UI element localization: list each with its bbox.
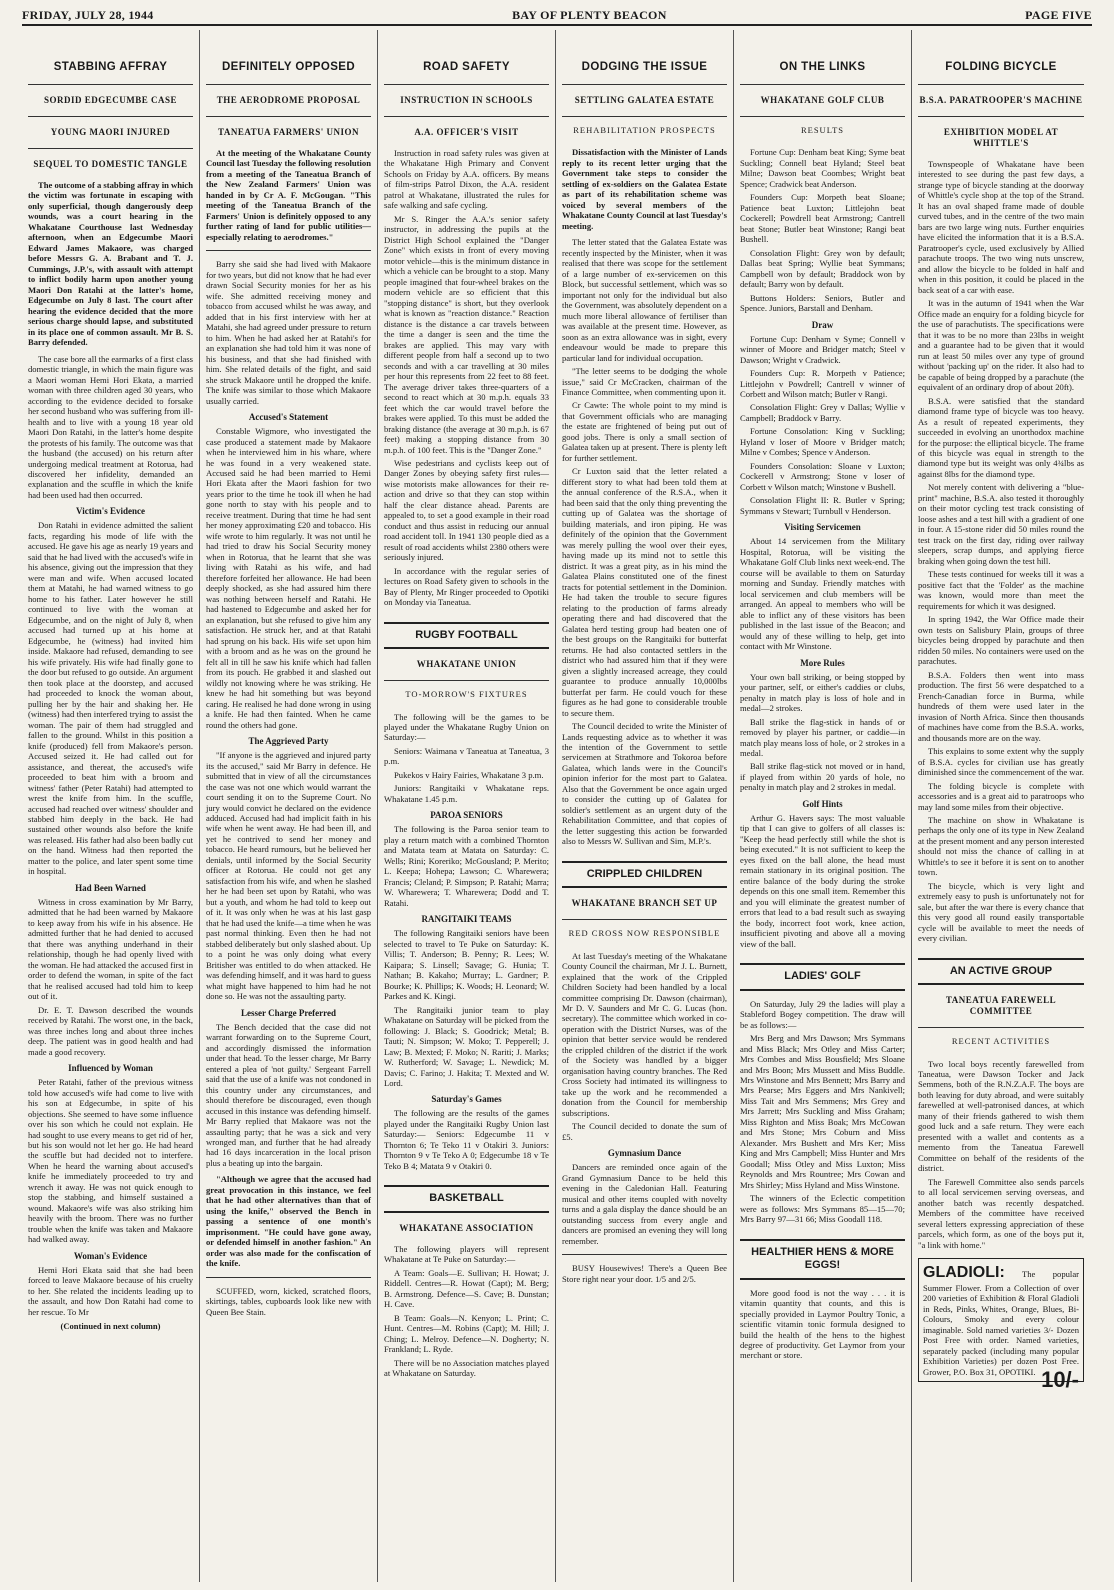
- paragraph: Ball strike the flag-stick in hands of or removed by player his partner, or caddie—in match play means loss of hole, or 2 strokes in a medal.: [740, 716, 905, 758]
- subhead: TANEATUA FARMERS' UNION: [206, 116, 371, 138]
- paragraph: The following will be the games to be played under the Whakatane Rugby Union on Saturday:—: [384, 711, 549, 743]
- paragraph: Mrs Berg and Mrs Dawson; Mrs Symmans and Miss Black; Mrs Otley and Miss Carter; Mrs Combes and Miss Bousfield; Mrs Sloane and Mrs Boon; Mrs Mussett and Miss Buddle. Mrs Winstone and Mrs Bennett; Mrs Barry and Mrs Pearse; Mrs Eggers and Mrs Nankivell; Miss Tait and Mrs Semmens; Mrs Grey and Mrs Jarrett; Mrs Suckling and Miss Graham; Miss Righton and Miss Boak; Mrs McCowan and Mrs Stone; Mrs Coburn and Miss Alexander. Mrs Bushett and Mrs Ker; Miss King and Mrs Campbell; Miss Hunter and Mrs Goodall; Miss Otley and Miss Luxton; Miss Reynolds and Mrs Rountree; Mrs Cowan and Mrs Shirley; Miss Hyland and Miss Winstone.: [740, 1033, 905, 1190]
- advertisement-queen-bee-store: BUSY Housewives! There's a Queen Bee Store right near your door. 1/5 and 2/5.: [562, 1263, 727, 1284]
- headline-crippled-children: CRIPPLED CHILDREN: [562, 861, 727, 888]
- paragraph: Don Ratahi in evidence admitted the salient facts, regarding his mode of life with the accused. He gave his age as nearly 19 years and said that he had lived with the accused's wife in his absence, giving out the impression that they were man and wife. When accused located them at Matahi, he had warned witness to go home to his father. Later however he still continued to live with the woman at Edgecumbe, and on the night of July 8, when accused had turned up at his home at Edgecumbe, he (witness) had invited him inside. Makaore had refused, demanding to see his wife privately. His wife had finally gone to the door but refused to go outside. An argument then took place at the doorstep, and accused had proceeded to knock the woman about, pulling her by the hair and shaking her. He (witness) had then interfered trying to assist the woman. The pair of them had struggled and fallen to the ground. Whilst in this position a knife (produced) fell from Makaore's person. Accused seized it. He had called out for assistance, and thereat, the accused's wife proceeded to beat him with a broom and witness' father (Peter Ratahi) had attempted to wrest the knife from him. In the scuffle, accused had reached over witness' shoulder and stabbed him deeply in the back. He had sustained other wounds also before the knife was released. His father had also been badly cut on the hand. Witness had then reported the matter to the police, and later spent some time in hospital.: [28, 520, 193, 877]
- paragraph: B.S.A. Folders then went into mass production. The first 56 were despatched to a French-Canadian force in Burma, while hundreds of them were used later in the invasion of North Africa. Since then thousands of machines have come from the B.S.A. works, and thousands more are on the way.: [918, 669, 1084, 743]
- paragraph: Founders Cup: R. Morpeth v Patience; Littlejohn v Powdrell; Cantrell v winner of Corbett and Wilson match; Butler v Rangi.: [740, 368, 905, 399]
- paragraph: Instruction in road safety rules was given at the Whakatane High Primary and Convent Schools on Friday by A.A. officers. By means of film-strips Patrol Dixon, the A.A. resident patrol at Whakatane, illustrated the rules for safe walking and safe cycling.: [384, 147, 549, 211]
- headline-rugby-football: RUGBY FOOTBALL: [384, 622, 549, 649]
- section-heading: Visiting Servicemen: [784, 522, 861, 533]
- paragraph: Consolation Flight: Grey v Dallas; Wyllie v Campbell; Braddock v Barry.: [740, 402, 905, 423]
- paragraph: The folding bicycle is complete with accessories and is a great aid to paratroops who may land some miles from their objective.: [918, 780, 1084, 812]
- divider: [562, 1254, 727, 1255]
- subhead: WHAKATANE GOLF CLUB: [740, 84, 905, 106]
- lead-paragraph: Dissatisfaction with the Minister of Lands reply to its recent letter urging that the Government take steps to consider the settling of ex-soldiers on the Galatea Estate as part of its rehabilitation scheme was voiced by several members of the Whakatane County Council at last Tuesday's meeting.: [562, 147, 727, 231]
- headline-road-safety: ROAD SAFETY: [423, 61, 510, 73]
- subhead: INSTRUCTION IN SCHOOLS: [384, 84, 549, 106]
- paragraph: The Rangitaiki junior team to play Whakatane on Saturday will be picked from the following: J. Black; S. Goodrick; Metal; B. Tauti; N. Simpson; W. Moko; T. Pepperell; J. Law; B. Mexted; F. Moko; N. Rariti; J. Marks; W. Rutherford; W. Savage; L. Newdick; M. Davis; C. Farino; J. Hakita; T. Mexted and W. Lord.: [384, 1004, 549, 1088]
- subhead: TO-MORROW'S FIXTURES: [384, 680, 549, 699]
- headline-stabbing-affray: STABBING AFFRAY: [53, 61, 168, 73]
- subhead: SEQUEL TO DOMESTIC TANGLE: [28, 148, 193, 170]
- paragraph: The Bench decided that the case did not warrant forwarding on to the Supreme Court, and accordingly dismissed the information under that head. To the lesser charge, Mr Barry entered a plea of 'not guilty.' Sergeant Farrell said that the use of a knife was not condoned in this country under any circumstances, and should therefore be discouraged, even though accused in this instance was defending himself. Mr Barry replied that Makaore was not the assaulting party; that he was a sick and very wronged man, and further that he had already had 16 days incarceration in the local prison plus a beating up into the bargain.: [206, 1021, 371, 1168]
- column-4: [556, 30, 734, 1582]
- headline-dodging-the-issue: DODGING THE ISSUE: [581, 61, 708, 73]
- paragraph: Arthur G. Havers says: The most valuable tip that I can give to golfers of all classes is: "Keep the head perfectly still while the shot is being executed." It is not sufficient to keep the eyes fixed on the ball alone, the head must remain stationary in its original position. The entire balance of the body during the stroke depends on this one small item. Remember this and you will eliminate the greatest number of errors that lead to a bad result such as swaying the body, incorrect foot work, knee action, insufficient pivoting and above all a moving view of the ball.: [740, 812, 905, 949]
- subhead: EXHIBITION MODEL AT WHITTLE'S: [918, 116, 1084, 149]
- paragraph: The Council decided to write the Minister of Lands requesting advice as to whether it was the intention of the Government to settle servicemen at Strathmore and Tokoroa before Galatea, which lands were in the Council's opinion inferior for the most part to Galatea. Also that the Government be once again urged to consider the cutting up of Galatea for soldier's settlement as an urgent duty of the Rehabilitation Committee, and that copies of the letter suggesting this action be forwarded also to Messrs W. Sullivan and Sim, M.P.'s.: [562, 721, 727, 847]
- subhead: YOUNG MAORI INJURED: [28, 116, 193, 138]
- paragraph: Your own ball striking, or being stopped by your partner, self, or either's caddies or clubs, penalty in match play is loss of hole and in medal—2 strokes.: [740, 671, 905, 714]
- paragraph: The following is the Paroa senior team to play a return match with a combined Thornton and Matata team at Matata on Saturday: C. Wells; Rini; Koreriko; McGousland; P. Merito; L. Keepa; Hohepa; Lawson; C. Wharewera; Francis; Cleland; P. Simpson; P. Ratahi; Marra; W. Wharewera; T. Wharewera; Dodd and T. Ratahi.: [384, 824, 549, 908]
- page-number: PAGE FIVE: [1025, 7, 1092, 22]
- subhead: WHAKATANE BRANCH SET UP: [571, 898, 718, 909]
- newspaper-columns: [22, 30, 1092, 1582]
- paragraph: The following players will represent Whakatane at Te Puke on Saturday:—: [384, 1243, 549, 1265]
- paragraph: Fortune Cup: Denham beat King; Syme beat Suckling; Connell beat Hyland; Steel beat Milne; Dawson beat Coombes; Wright beat Spence; Cradwick beat Anderson.: [740, 147, 905, 189]
- subhead: B.S.A. PARATROOPER'S MACHINE: [918, 84, 1084, 106]
- column-2: [200, 30, 378, 1582]
- subhead: A.A. OFFICER'S VISIT: [384, 116, 549, 138]
- subhead: RED CROSS NOW RESPONSIBLE: [562, 919, 727, 938]
- subhead: REHABILITATION PROSPECTS: [562, 116, 727, 135]
- paragraph: It was in the autumn of 1941 when the War Office made an enquiry for a folding bicycle for the use of parachutists. The specifications were that it was to be no more than 23lbs in weight and a guarantee had to be given that it would run at least 50 miles over any type of ground without 'packing up' on the rider. It also had to be capable of being dropped by a parachute (the equivalent of an ordinary drop of about 20ft).: [918, 298, 1084, 393]
- paragraph: Dancers are reminded once again of the Grand Gymnasium Dance to be held this evening in the Caledonian Hall. Featuring musical and other items coupled with novelty turns and a gala display the dance should be an outstanding success from every angle and dancers are promised an evening they will long remember.: [562, 1162, 727, 1246]
- paragraph: Consolation Flight: Grey won by default; Dallas beat Spring; Wyllie beat Symmans; Campbell won by default; Braddock won by default; Barry won by default.: [740, 247, 905, 290]
- section-heading: Accused's Statement: [248, 412, 329, 423]
- divider: [206, 1277, 371, 1278]
- headline-healthier-hens: HEALTHIER HENS & MORE EGGS!: [740, 1239, 905, 1280]
- paragraph: These tests continued for weeks till it was a positive fact that the 'Folder' as the machine was known, would more than meet the requirements for which it was designed.: [918, 569, 1084, 611]
- section-heading: The Aggrieved Party: [248, 736, 329, 747]
- paragraph: At last Tuesday's meeting of the Whakatane County Council the chairman, Mr J. L. Burnett, explained that the work of the Crippled Children Society had been handled by a local committee comprising Dr. Dawson (chairman), Mr D. V. Saunders and Mr C. G. Lucas (hon. secretary). The committee which worked in co-operation with the District Nurses, was of the opinion that better service would be rendered the crippled children of the district if the work of the Society was handled by a bigger organisation having country branches. The Red Cross Society had intimated its willingness to take up the work and he recommended a donation from the Council for membership subscriptions.: [562, 950, 727, 1118]
- section-heading: Golf Hints: [802, 798, 843, 809]
- paragraph: Witness in cross examination by Mr Barry, admitted that he had been warned by Makaore to keep away from his wife in his absence. He admitted further that he had denied to accused that there was anything underhand in their relationship, though he had openly lived with the woman. He had attacked the accused first in order to defend the woman, in spite of the fact that he realised accused had told him to keep out of it.: [28, 896, 193, 1002]
- paragraph: Not merely content with delivering a "blue-print" machine, B.S.A. also tested it thoroughly on their motor cycling test track consisting of loose ashes and a test hill with a gradient of one in four. A 15-stone rider did 50 miles round the test track on the first day, riding over railway sleepers, scrap dumps, and applying fierce braking when going down the test hill.: [918, 482, 1084, 566]
- paper-title: BAY OF PLENTY BEACON: [512, 7, 667, 22]
- paragraph: Mr S. Ringer the A.A.'s senior safety instructor, in addressing the pupils at the District High School explained the "Danger Zone" which exists in front of every moving motor vehicle—this is the minimum distance in which a vehicle can be brought to a stop. Many people imagined that four-wheel brakes on the modern vehicle are so efficient that this "stopping distance" is short, but they overlook what is known as "reaction distance." Reaction distance is the distance a car travels between the time a danger is seen and the time the brakes are applied. This may vary with different people from half a second up to two seconds and with a car travelling at 30 miles per hour this represents from 22 feet to 88 feet. The average driver takes three-quarters of a second to react which at 30 m.p.h. equals 33 feet which the car would travel before the brakes were applied. To this must be added the braking distance (the average at 30 m.p.h. is 67 feet) making a stopping distance from 30 m.p.h. of 100 feet. This is the "Danger Zone.": [384, 213, 549, 455]
- paragraph: Peter Ratahi, father of the previous witness told how accused's wife had come to live with his son at Edgecumbe, in spite of his objections. She seemed to have some influence over his son which he could not explain. He had sought to use every means to get rid of her, but his son would not let her go. He had heard the scuffle but had decided not to interfere. When he heard the warning about accused's knife he immediately proceeded to try and wrench it away. He was not quick enough to stop the stabbing, and himself sustained a wound. Makaore's wife was also striking him heavily with the broom. There was no further trouble when the knife was taken and Makaore had walked away.: [28, 1077, 193, 1245]
- paragraph: "If anyone is the aggrieved and injured party its the accused," said Mr Barry in defence. He submitted that in view of all the circumstances the case was not one which would warrant the court sending it on to the Supreme Court. No jury would convict he declared on the evidence adduced. Accused had had implicit faith in his wife when he went away. He had been ill, and yet he contrived to send her money and tobacco. He heard rumours, but he believed her denials, until informed by the Social Security officer at Rotorua. He could not get any satisfaction from his wife, and when he slashed her he had been set upon by Ratahi, who was but a youth, and whom he had told to keep out of it. It was only when he was at his last gasp that he had used the knife—a time when he was past normal thinking. Even then he had not stabbed deliberately but only slashed about. Up to a point he was only doing what every Britisher was entitled to do when attacked. He was defending himself, and it was hard to guess what might have happened to him had he not done so. He was not the assaulting party.: [206, 750, 371, 1002]
- section-heading: Saturday's Games: [431, 1094, 502, 1105]
- paragraph: The following are the results of the games played under the Rangitaiki Rugby Union last Saturday:— Seniors: Edgecumbe 11 v Thornton 6; Te Teko 11 v Otakiri 3. Juniors: Thornton 9 v Te Teko A 0; Edgecumbe 18 v Te Teko B 4; Matata 9 v Otakiri 0.: [384, 1108, 549, 1171]
- continued-note: (Continued in next column): [60, 1321, 161, 1332]
- subhead: SETTLING GALATEA ESTATE: [562, 84, 727, 106]
- column-5: [734, 30, 912, 1582]
- column-6: [912, 30, 1090, 1582]
- advertisement-gladioli: [918, 1258, 1084, 1392]
- paragraph: Fortune Cup: Denham v Syme; Connell v winner of Moore and Bridger match; Steel v Dawson; Wright v Cradwick.: [740, 333, 905, 365]
- paragraph: Consolation Flight II: R. Butler v Spring; Symmans v Stewart; Turnbull v Henderson.: [740, 495, 905, 516]
- paragraph: Fortune Consolation: King v Suckling; Hyland v loser of Moore v Bridger match; Milne v Combes; Spence v Anderson.: [740, 426, 905, 458]
- paragraph: Cr Luxton said that the letter related a different story to what had been told them at the annual conference of the R.S.A., when it had been said that the only thing preventing the cutting up of Galatea was the shortage of building materials, and iron piping. He was definitely of the opinion that the Government was merely pulling the wool over their eyes, having made up its mind not to settle this district. It was a great pity, as in his mind the Galatea Plains constituted one of the finest tracts for potential settlement in the Dominion. He had taken the trouble to secure figures relating to the production of farms already operating there and had discovered that the Galatea herd testing group had beaten one of the best groups on the Rangitaiki for butterfat returns. He had also contacted settlers in the district who had assured him that if they were given a slightly increased acreage, they could guarantee to produce annually 10,000lbs butterfat per farm. He could vouch for these figures as he had gone to considerable trouble to secure them.: [562, 466, 727, 718]
- paragraph: Barry she said she had lived with Makaore for two years, but did not know that he had ever drawn Social Security monies for her as his wife. She admitted receiving money and tobacco from accused whilst he was away, and added that in his first interview with her at Matahi, she had agreed under pressure to return to him. When he had asked her at Ratahi's for an explanation she had told him it was none of his business, and that she had finished with him. She related details of the fight, and said she struck Makaore until he dropped the knife. The knife was similar to those which Makaore usually carried.: [206, 259, 371, 406]
- paragraph: Seniors: Waimana v Taneatua at Taneatua, 3 p.m.: [384, 745, 549, 767]
- subhead: RECENT ACTIVITIES: [918, 1027, 1084, 1046]
- paragraph: Cr Cawte: The whole point to my mind is that Government officials who are managing the estate are frightened of being put out of good jobs. There is only a small section of Galatea taken up at present. There is plenty left for further settlement.: [562, 400, 727, 463]
- paragraph: Constable Wigmore, who investigated the case produced a statement made by Makaore when he interviewed him in his whare, where he was found in a very weakened state. Accused said he had been married to Hemi Hori Ekata after the Maori fashion for two years prior to the time he took ill when he had gone north to stay with his people and to receive treatment. During that time he had sent her money approximating £20 and tobacco. His wife wrote to him regularly. It was not until he had tried to draw his Social Security money when in Rotorua, that he learnt that she was living with Ratahi as his wife, and had therefore forfeited her allowance. He had been deeply shocked, as she had assured him there was nothing between herself and Ratahi. He had hastened to Edgecumbe and asked her for an explanation, but she refused to give him any satisfaction. He struck her, and at that Ratahi had sprung on his back. His wife set upon him with a broom and as he was on the ground he felt all in till he saw his knife which had fallen from its pouch. He grabbed it and slashed out wildly not knowing where he was striking. He knew he had hit something but was beyond caring. He realised he had done wrong in using a knife. He had then fainted. When he came round the others had gone.: [206, 426, 371, 730]
- subhead: WHAKATANE UNION: [416, 659, 517, 670]
- paragraph: In accordance with the regular series of lectures on Road Safety given to schools in the Bay of Plenty, Mr Ringer proceeded to Opotiki on Monday via Taneatua.: [384, 565, 549, 608]
- paragraph: Juniors: Rangitaiki v Whakatane reps. Whakatane 1.45 p.m.: [384, 783, 549, 804]
- paragraph: Founders Cup: Morpeth beat Sloane; Patience beat Luxton; Littlejohn beat Cockerell; Powdrell beat Armstrong; Cantrell beat Stone; Butler beat Winstone; Rangi beat Bushell.: [740, 192, 905, 245]
- paragraph: Two local boys recently farewelled from Taneatua, were Dawson Tocker and Jack Semmens, both of the R.N.Z.A.F. The boys are both leaving for duty abroad, and were suitably farewelled at well-patronised dances, at which many of their friends gathered to wish them good luck and a safe return. They were each presented with a wallet and contents as a memento from the Taneatua Farewell Committee on behalf of the residents of the district.: [918, 1058, 1084, 1174]
- subhead: THE AERODROME PROPOSAL: [206, 84, 371, 106]
- section-heading: Victim's Evidence: [76, 506, 145, 517]
- column-1: [22, 30, 200, 1582]
- paragraph: Wise pedestrians and cyclists keep out of Danger Zones by obeying safety first rules—wise motorists make allowances for their re-action and drive so that they can stop within half the clear distance ahead. Parents are appealed to, to set a good example in their road conduct and thus assist in reducing our annual road accident toll. In 1941 130 people died as a result of road accidents whilst 2380 others were seriously injured.: [384, 458, 549, 563]
- advertisement-queen-bee-stain: SCUFFED, worn, kicked, scratched floors, skirtings, tables, cupboards look like new with Queen Bee Stain.: [206, 1285, 371, 1317]
- paragraph: A Team: Goals—E. Sullivan; H. Howat; J. Riddell. Centres—R. Howat (Capt); M. Berg; B. Armstrong. Defence—S. Cave; B. Dunstan; H. Cave.: [384, 1267, 549, 1310]
- subhead: TANEATUA FAREWELL COMMITTEE: [945, 995, 1057, 1017]
- section-heading: Gymnasium Dance: [607, 1148, 682, 1159]
- masthead: [22, 6, 1092, 26]
- lead-paragraph: The outcome of a stabbing affray in which the victim was fortunate in escaping with only superficial, though dangerously deep wounds, was a court hearing in the Whakatane Courthouse last Wednesday afternoon, when an Edgecumbe Maori Edward James Makaore, was charged before Messrs G. A. Brabant and T. J. Cummings, J.P.'s, with assault with attempt to inflict bodily harm upon another young Maori Don Ratahi at the latter's home, Edgecumbe on July 8 last. The court after hearing the evidence decided that the more serious charge should lapse, and substituted in its place one of common assault. Mr B. S. Barry defended.: [28, 179, 193, 348]
- paragraph: Townspeople of Whakatane have been interested to see during the past few days, a strange type of bicycle standing at the doorway of Whittle's cycle shop at the top of the Strand. It has an oval shaped frame made of double curved tubes, and in the centre of the two main bars are two large wing nuts. Further enquiries have elicited the information that it is a B.S.A. Paratrooper's cycle, used exclusively by Allied parachute troops. The two wing nuts unscrew, and allow the bicycle to be folded in half and when in this position, it could be placed in the back seat of a car with ease.: [918, 158, 1084, 295]
- paragraph: Founders Consolation: Sloane v Luxton; Cockerell v Armstrong; Stone v loser of Corbett v Wilson match; Winstone v Bushell.: [740, 460, 905, 492]
- section-heading: Woman's Evidence: [73, 1250, 148, 1261]
- paragraph: The bicycle, which is very light and extremely easy to push is unfortunately not for sale, but after the war there is every chance that this very good all round easily transportable cycle will be available to meet the needs of every civilian.: [918, 880, 1084, 944]
- section-heading: Influenced by Woman: [68, 1063, 153, 1074]
- paragraph: "The letter seems to be dodging the whole issue," said Cr McCracken, chairman of the Finance Committee, when commenting upon it.: [562, 366, 727, 397]
- headline-ladies-golf: LADIES' GOLF: [740, 963, 905, 990]
- paragraph: This explains to some extent why the supply of B.S.A. cycles for civilian use has greatly diminished since the commencement of the war.: [918, 746, 1084, 778]
- paragraph: Buttons Holders: Seniors, Butler and Spence. Juniors, Barstall and Denham.: [740, 292, 905, 314]
- section-heading: More Rules: [800, 657, 845, 668]
- paragraph: There will be no Association matches played at Whakatane on Saturday.: [384, 1357, 549, 1379]
- paragraph: Pukekos v Hairy Fairies, Whakatane 3 p.m.: [394, 769, 544, 780]
- issue-date: FRIDAY, JULY 28, 1944: [22, 7, 154, 22]
- headline-folding-bicycle: FOLDING BICYCLE: [945, 61, 1057, 73]
- paragraph: The winners of the Eclectic competition were as follows: Mrs Symmans 85—15—70; Mrs Barry 97—31 66; Miss Goodall 118.: [740, 1193, 905, 1225]
- paragraph: "Although we agree that the accused had great provocation in this instance, we feel that he had other alternatives than that of using the knife," observed the Bench in passing a sentence of one month's imprisonment. "He could have gone away, or defended himself in another fashion." An order was also made for the confiscation of the knife.: [206, 1174, 371, 1269]
- ad-title: GLADIOLI:: [923, 1264, 1005, 1282]
- paragraph: In spring 1942, the War Office made their own tests on Salisbury Plain, groups of three bicycles being dropped by parachute and then ridden 50 miles. No containers were used on the parachutes.: [918, 614, 1084, 667]
- advertisement-laymor: More good food is not the way . . . it is vitamin quantity that counts, and this is specially provided in Laymor Poultry Tonic, a scientific vitamin tonic formula designed to build the health of the hens to the highest degree of productivity. Get Laymor from your merchant or store.: [740, 1287, 905, 1361]
- headline-definitely-opposed: DEFINITELY OPPOSED: [221, 61, 356, 73]
- column-3: [378, 30, 556, 1582]
- paragraph: The Council decided to donate the sum of £5.: [562, 1121, 727, 1142]
- section-heading: Draw: [811, 319, 834, 330]
- subhead: WHAKATANE ASSOCIATION: [399, 1222, 534, 1233]
- section-heading: RANGITAIKI TEAMS: [421, 914, 512, 925]
- paragraph: Ball strike flag-stick not moved or in hand, if played from within 20 yards of hole, no penalty in match play and 2 strokes in medal.: [740, 761, 905, 793]
- ad-text: The popular Summer Flower. From a Collection of over 200 varieties of Exhibition & Floral Gladioli in Reds, Pinks, Whites, Orange, Blues, Bi-Colours, Smoky and every colour imaginable. Sold named varieties 3/- Dozen Post Free with order. Named varieties, separately packed (including many popular Exhibition Varieties) per dozen Post Free. Grower, P.O. Box 31, OPOTIKI.: [923, 1269, 1079, 1377]
- paragraph: B Team: Goals—N. Kenyon; L. Print; C. Hunt. Centres—M. Robins (Capt); M. Hill; J. Ching; L. Melroy. Defence—N. Dogherty; N. Frankland; L. Ryde.: [384, 1312, 549, 1355]
- paragraph: Hemi Hori Ekata said that she had been forced to leave Makaore because of his cruelty to her. She related the incidents leading up to the assault, and how Don Ratahi had come to her rescue. To Mr: [28, 1264, 193, 1317]
- lead-paragraph: At the meeting of the Whakatane County Council last Tuesday the following resolution from a meeting of the Taneatua Branch of the New Zealand Farmers' Union was handed in by Cr A. F. McGougan. "This meeting of the Taneatua Branch of the Farmers' Union is definitely opposed to any further rating of land for public utilities—especially relating to aerodromes.": [206, 147, 371, 242]
- paragraph: B.S.A. were satisfied that the standard diamond frame type of bicycle was too heavy. As a result of repeated experiments, they succeeded in evolving an unorthodox machine for the purpose: the elliptical bicycle. The frame of this bicycle was equal in strength to the diamond type but its weight was only 4¾lbs as against 8lbs for the diamond type.: [918, 395, 1084, 479]
- paragraph: Dr. E. T. Dawson described the wounds received by Ratahi. The worst one, in the back, was three inches long and about three inches deep. The patient was in good health and had made a good recovery.: [28, 1004, 193, 1057]
- headline-an-active-group: AN ACTIVE GROUP: [918, 958, 1084, 985]
- section-heading: Had Been Warned: [75, 882, 146, 893]
- subhead: RESULTS: [740, 116, 905, 135]
- divider: [206, 250, 371, 251]
- paragraph: The letter stated that the Galatea Estate was recently inspected by the Minister, when it was realised that there was scope for the settlement of a large number of ex-servicemen on this Block, but successful settlement, which was so important not only for the individual but also the Government, was absolutely dependent on a much more liberal allowance of fertiliser than was available at the present time. However, as soon as an extra allowance was in sight, every endeavour would be made to prepare this particular land for individual occupation.: [562, 237, 727, 363]
- section-heading: PAROA SENIORS: [430, 810, 503, 821]
- section-heading: Lesser Charge Preferred: [241, 1007, 336, 1018]
- paragraph: About 14 servicemen from the Military Hospital, Rotorua, will be visiting the Whakatane Golf Club links next week-end. The course will be available to them on Saturday morning and Sunday. Friendly matches with local servicemen and club members will be arranged. An appeal to members who will be able to inflict any of these visitors has been published in the last issue of the Beacon; and would any of these willing to help, get into contact with Mr Winstone.: [740, 536, 905, 652]
- subhead: SORDID EDGECUMBE CASE: [28, 84, 193, 106]
- headline-basketball: BASKETBALL: [384, 1185, 549, 1212]
- paragraph: The following Rangitaiki seniors have been selected to travel to Te Puke on Saturday: K. Villis; T. Anderson; B. Penny; R. Lees; W. Kaipara; S. Linsell; Savage; G. Hunia; T. Nathan; B. Kakaho; Murray; L. Gardner; P. Bourke; K. Phillips; K. Woods; H. Leonard; W. Parkes and K. Kingi.: [384, 928, 549, 1002]
- paragraph: On Saturday, July 29 the ladies will play a Stableford Bogey competition. The draw will be as follows:—: [740, 998, 905, 1030]
- paragraph: The machine on show in Whakatane is perhaps the only one of its type in New Zealand at the present moment and any person interested should not miss the chance of calling in at Whittle's to see it before it is sent on to another town.: [918, 814, 1084, 878]
- headline-on-the-links: ON THE LINKS: [779, 61, 866, 73]
- paragraph: The case bore all the earmarks of a first class domestic triangle, in which the main figure was a Maori woman Hemi Hori Ekata, a married woman with three children aged 30 years, who according to the evidence decided to forsake her second husband who was suffering from ill-health and to live with a young 18 year old Maori Don Ratahi, in the latter's home despite the protests of his family. The outcome was that the husband (the accused) on his return after undergoing medical treatment at Rotorua, had discovered her infidelity, demanded an explanation and the scuffle in which the knife had been used had then occurred.: [28, 353, 193, 500]
- ad-price: 10/-: [1041, 1366, 1079, 1392]
- paragraph: The Farewell Committee also sends parcels to all local servicemen serving overseas, and another batch was recently despatched. Members of the committee have received several letters expressing appreciation of these parcels, which form, as one of the boys put it, "a link with home.": [918, 1176, 1084, 1250]
